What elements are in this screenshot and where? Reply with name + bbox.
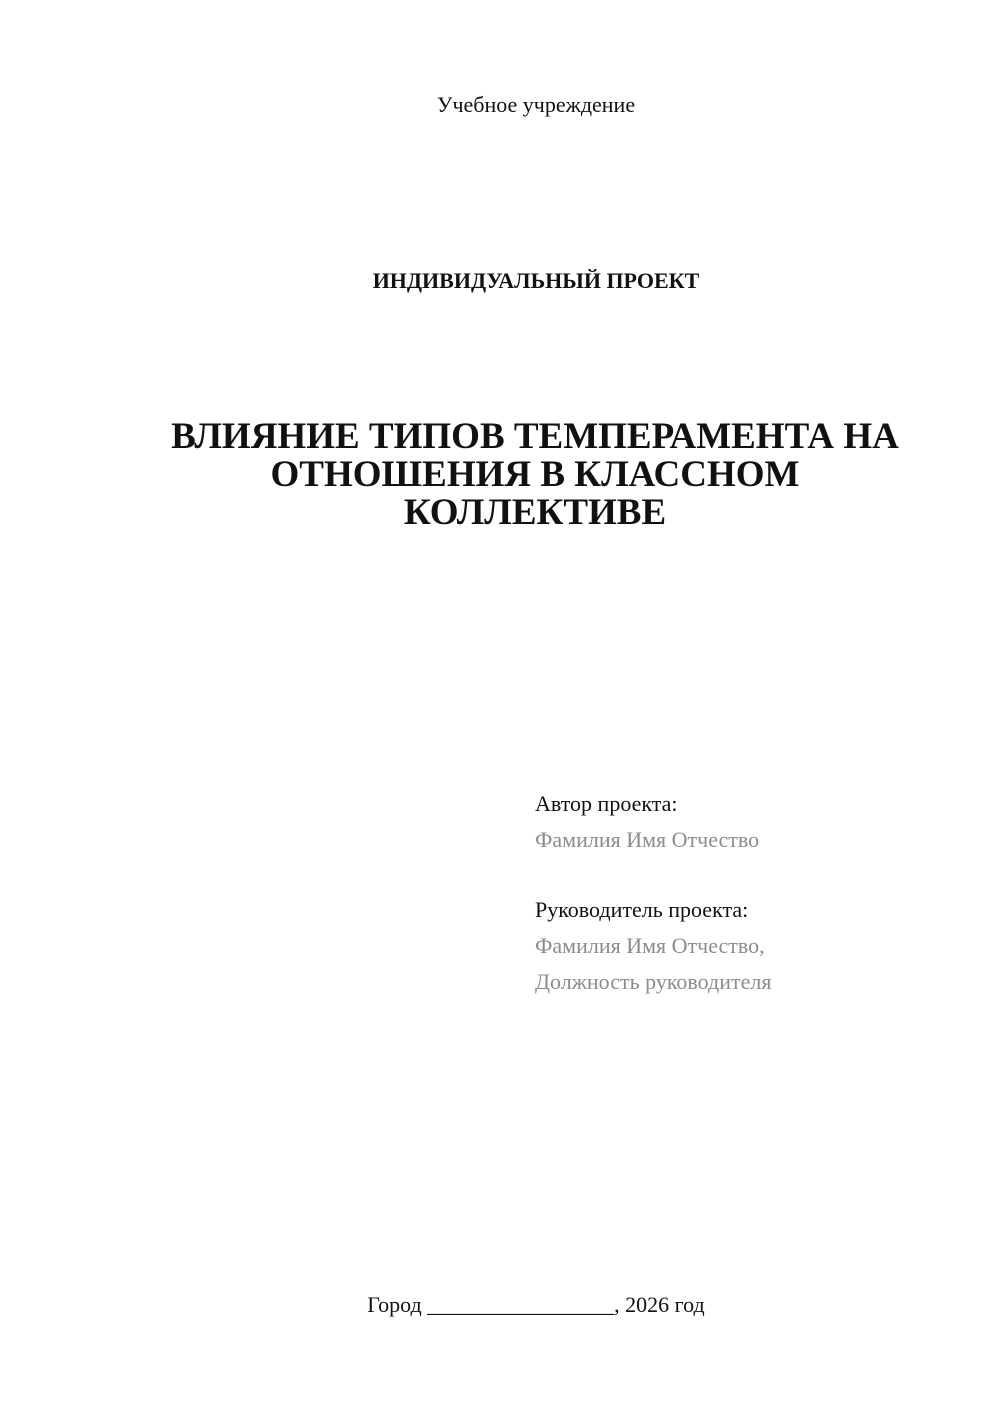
author-label: Автор проекта: <box>535 791 678 816</box>
supervisor-position: Должность руководителя <box>535 969 772 994</box>
project-title <box>100 418 970 532</box>
author-name: Фамилия Имя Отчество <box>535 827 760 852</box>
supervisor-label: Руководитель проекта: <box>535 897 749 922</box>
city-year-footer: Город _________________, 2026 год <box>367 1292 705 1317</box>
project-title-line-2: ОТНОШЕНИЯ В КЛАССНОМ <box>270 454 800 495</box>
institution-name: Учебное учреждение <box>436 92 636 117</box>
document-type: ИНДИВИДУАЛЬНЫЙ ПРОЕКТ <box>372 268 700 293</box>
supervisor-block <box>535 892 955 1000</box>
supervisor-name: Фамилия Имя Отчество, <box>535 933 765 958</box>
project-title-line-3: КОЛЛЕКТИВЕ <box>403 492 667 533</box>
project-title-line-1: ВЛИЯНИЕ ТИПОВ ТЕМПЕРАМЕНТА НА <box>171 416 899 457</box>
author-block <box>535 786 955 858</box>
